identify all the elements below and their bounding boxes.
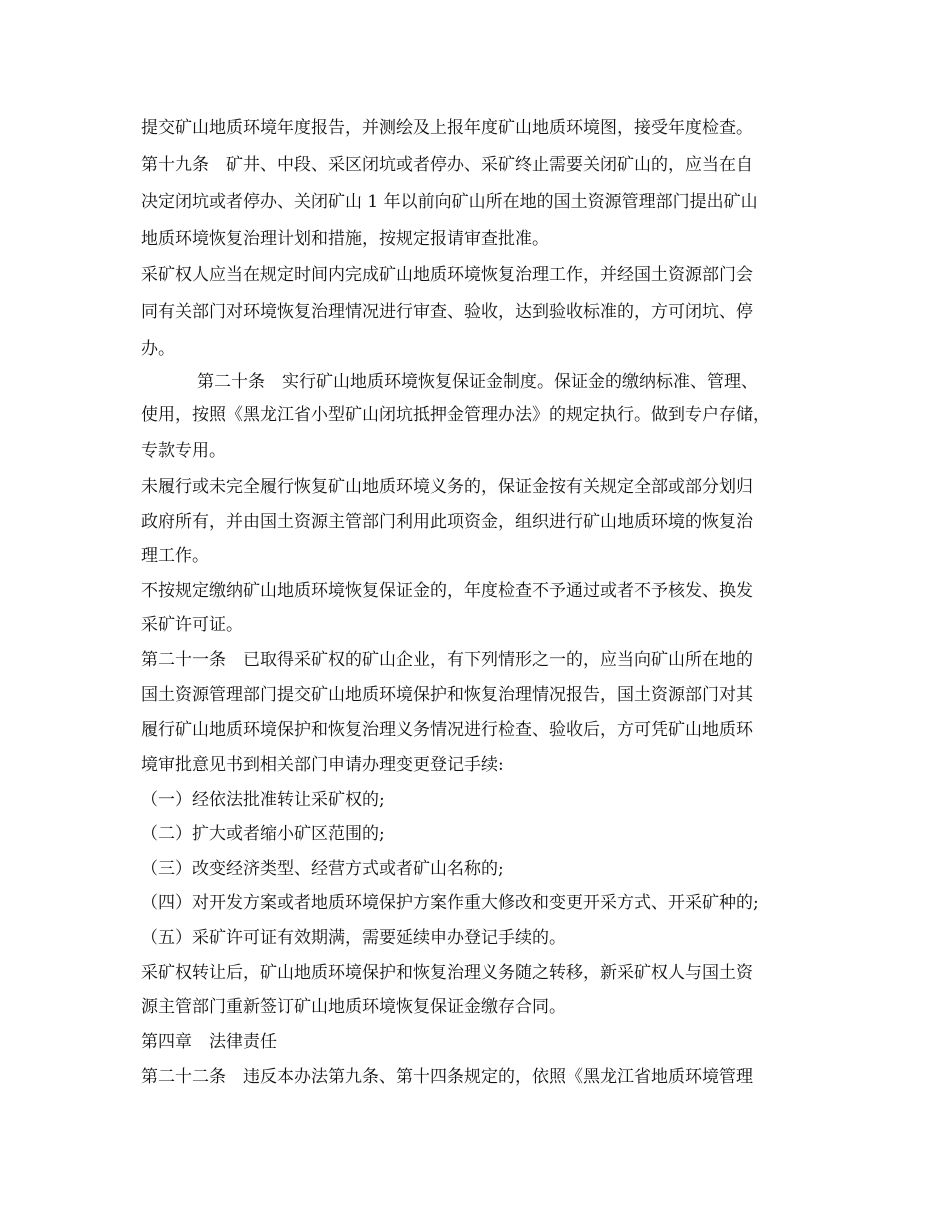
text-line: 采矿权转让后，矿山地质环境保护和恢复治理义务随之转移，新采矿权人与国土资 [141,963,753,983]
list-item: （一）经依法批准转让采矿权的; [141,790,385,810]
text-line: 地质环境恢复治理计划和措施，按规定报请审查批准。 [141,229,549,249]
article-19-heading-line: 第十九条 矿井、中段、采区闭坑或者停办、采矿终止需要关闭矿山的，应当在自 [141,155,753,175]
text-line: 境审批意见书到相关部门申请办理变更登记手续: [141,755,504,775]
article-22-heading-line: 第二十二条 违反本办法第九条、第十四条规定的，依照《黑龙江省地质环境管理 [141,1067,753,1087]
text-line: 办。 [141,339,175,359]
chapter-4-heading-line: 第四章 法律责任 [141,1032,277,1052]
text-line: 同有关部门对环境恢复治理情况进行审查、验收，达到验收标准的，方可闭坑、停 [141,302,753,322]
text-line: 提交矿山地质环境年度报告，并测绘及上报年度矿山地质环境图，接受年度检查。 [141,118,753,138]
list-item: （二）扩大或者缩小矿区范围的; [141,824,385,844]
list-item: （三）改变经济类型、经营方式或者矿山名称的; [141,859,504,879]
text-line: 决定闭坑或者停办、关闭矿山 1 年以前向矿山所在地的国土资源管理部门提出矿山 [141,192,758,212]
text-line: 不按规定缴纳矿山地质环境恢复保证金的，年度检查不予通过或者不予核发、换发 [141,581,753,601]
text-line: 使用，按照《黑龙江省小型矿山闭坑抵押金管理办法》的规定执行。做到专户存储， [141,405,770,425]
text-line: 采矿许可证。 [141,615,243,635]
text-line: 源主管部门重新签订矿山地质环境恢复保证金缴存合同。 [141,997,566,1017]
list-item: （五）采矿许可证有效期满，需要延续申办登记手续的。 [141,928,566,948]
text-line: 国土资源管理部门提交矿山地质环境保护和恢复治理情况报告，国土资源部门对其 [141,685,753,705]
article-21-heading-line: 第二十一条 已取得采矿权的矿山企业，有下列情形之一的，应当向矿山所在地的 [141,650,753,670]
text-line: 采矿权人应当在规定时间内完成矿山地质环境恢复治理工作，并经国土资源部门会 [141,265,753,285]
text-line: 政府所有，并由国土资源主管部门利用此项资金，组织进行矿山地质环境的恢复治 [141,512,753,532]
article-20-heading-line: 第二十条 实行矿山地质环境恢复保证金制度。保证金的缴纳标准、管理、 [197,372,758,392]
list-item: （四）对开发方案或者地质环境保护方案作重大修改和变更开采方式、开采矿种的; [141,893,759,913]
text-line: 履行矿山地质环境保护和恢复治理义务情况进行检查、验收后，方可凭矿山地质环 [141,720,753,740]
text-line: 未履行或未完全履行恢复矿山地质环境义务的，保证金按有关规定全部或部分划归 [141,477,753,497]
text-line: 专款专用。 [141,441,226,461]
text-line: 理工作。 [141,546,209,566]
